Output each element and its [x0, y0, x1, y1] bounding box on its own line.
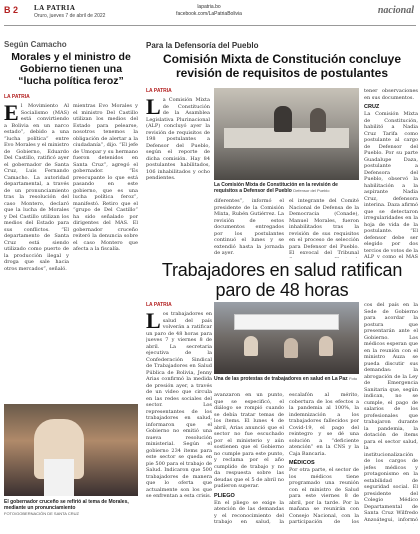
- bottom-col3-subhead: MÉDICOS: [289, 460, 315, 466]
- person-figure-3: [319, 336, 333, 356]
- left-body: [4, 103, 138, 400]
- web-info: [164, 4, 254, 18]
- bottom-photo: [214, 302, 359, 374]
- top-photo: [214, 88, 359, 180]
- left-photo: [4, 404, 138, 496]
- bottom-caption: Una de las protestas de trabajadores en salud en La Paz Foto: [214, 376, 358, 382]
- top-col5: tener observaciones en sus documentos. CRUZ La Comisión Mixta de Constitución, habilitó a Nadia Cruz Tarifa como postulante al cargo de Defensor del Pueblo. Por su parte Guadalupe Daza, postulante a Defensora del Pueblo, observó la habilitación a la aspirante Nadia Cruz, defensora interina. Daza afirmó que se detectaron irregularidades en la hoja de vida de la postulante. “El defensor debe ser elegido por dos tercios de votos de la ALP y como el MAS: [364, 88, 418, 258]
- web-url[interactable]: lapatria.bo: [197, 4, 221, 10]
- issue-date: Oruro, jueves 7 de abril de 2022: [34, 13, 106, 19]
- section-label: nacional: [377, 5, 414, 16]
- top-col1: [146, 88, 210, 182]
- person-figure: [274, 106, 292, 132]
- bottom-col1: [146, 302, 212, 533]
- top-kicker: Para la Defensoría del Pueblo: [146, 41, 259, 50]
- page-number: B 2: [4, 5, 19, 15]
- left-kicker: Según Camacho: [4, 40, 67, 49]
- facebook-url[interactable]: facebook.com/LaPatriaBolivia: [176, 11, 242, 17]
- left-body-col1: El Movimiento Al Socialismo (MAS) está convirtiendo a Bolivia en un narco estado”, debido a una “lucha política” entre Evo Morales y el ministro de Gobierno, Eduardo Del Castillo, ratificó ayer el gobernador de Santa Cruz, Luis Fernando Camacho. La autoridad departamental, a través de un pronunciamiento tras la resolución del caso Montero, declaró que la lucha de Morales y Del Castillo utilizan los medios del Estado para sus conflictos. “El departamento de Santa Cruz está siendo utilizado como puerto de la producción ilegal y droga que sale hacia otros mercados”, señaló.: [4, 103, 69, 272]
- person-figure: [244, 336, 258, 356]
- top-col4: el integrante del Comité Nacional de Defensa de la Democracia (Conade), Manuel Morales, fueron inhabilitados tras la revisión de sus requisitos en el proceso de selección para Defensor del Pueblo. El exvocal del Tribunal: [289, 198, 359, 256]
- top-col5-subhead: CRUZ: [364, 104, 380, 110]
- bottom-col2-subhead: PLIEGO: [214, 492, 235, 499]
- person-figure-2: [310, 108, 326, 132]
- bottom-col2: avanzaron en un punto, que se especificó, el diálogo se rompió cuando se debía tratar temas de los ítems. El lunes 4 de abril, Arias anunció que el sector no fue escuchado por el ministerio y aún sostienen que el Gobierno no cumple para este punto, y reclama por el año cumplido de trabajo y no da respuesta sobre las deudas que el 5 de abril no pudieron superar. PLIEGO En el pliego se exige la atención de las demandas y el reconocimiento del trabajo en salud, la: [214, 392, 284, 524]
- top-col1-text: La Comisión Mixta de Constitución de la Asamblea Legislativa Plurinacional (ALP) concluyó ayer la revisión de requisitos de 198 postulantes a Defensor del Pueblo, según el reporte de dicha comisión. Hay 84 postulantes habilitados, 106 inhabilitados y ocho pendientes.: [146, 94, 210, 181]
- top-headline: Comisión Mixta de Constitución concluye revisión de requisitos de postulantes: [162, 52, 402, 80]
- bottom-col4: cos del país en la Sede de Gobierno para acordar la postura que presentarán ante el Gobierno. Los médicos esperan que en la reunión con el ministro Auza se pueda discutir sus demandas: la abrogación de la Ley de Emergencia Sanitaria que, según indican, no se cumple, el pago de salarios de los profesionales que trabajaron durante la pandemia, la dotación de ítems para el sector salud, la institucionalización de los cargos de jefes médicos y protagonismo en la estabilidad de seguridad social. El presidente del Colegio Médico Departamental de Santa Cruz Wilfredo Anzoátegui, informó: [364, 302, 418, 523]
- left-body-col2: mientras Evo Morales y el ministro Del Castillo utilizan los medios del Estado para pelearse, nosotros tenemos la obligación de alertar a la ciudadanía”, dijo. “El jefe de Umopar y su hermano fueron detenidos en Santa Cruz”, agregó el gobernador. “Es preocupante lo que está pasando en este gobierno, que es una lucha política feroz”, manifestó. Retiro que el “grupo de Del Castillo” ha sido señalado por dirigentes del MAS. El gobernador cruceño reiteró la denuncia sobre el caso Montero que afecta a la fiscalía.: [73, 103, 138, 252]
- dropcap: L: [146, 311, 161, 333]
- bottom-headline: Trabajadores en salud ratifican paro de 48 horas: [161, 260, 403, 300]
- shirt-shape: [44, 459, 74, 496]
- dropcap: L: [146, 94, 161, 119]
- left-credit: FOTO/GOBERNACIÓN DE SANTA CRUZ: [4, 511, 79, 516]
- bottom-col1-text: Los trabajadores en salud del país volverán a ratificar un paro de 48 horas para jueves 7 y viernes 8 de abril. La secretaria ejecutiva de la Confederación Sindical de Trabajadores en Salud Pública de Bolivia, Jenny Arias confirmó la medida de presión ayer, a través de un video que circula en las redes sociales del sector. Los representantes de los trabajadores en salud, informaron que el Gobierno no emitió una nueva resolución ministerial. Según el gobierno 234 ítems para este sector se queda en pie 500 para el trabajo de Salud. Indicaron que 500 trabajadores de manera que lo oferta que actualmente son los que se enfrentan a esta crisis.: [146, 311, 212, 499]
- left-byline: LA PATRIA: [4, 94, 30, 100]
- left-caption: El gobernador cruceño se refirió al tema de Morales, mediante un pronunciamiento: [4, 499, 129, 511]
- left-headline: Morales y el ministro de Gobierno tienen una “lucha política feroz”: [11, 51, 131, 87]
- dropcap: E: [4, 103, 19, 125]
- bottom-byline: LA PATRIA: [146, 302, 172, 308]
- top-caption: La Comisión Mixta de Constitución en la revisión de requisitos a Defensor del Pueblo Defensor del Pueblo: [214, 182, 338, 194]
- top-byline: LA PATRIA: [146, 88, 172, 94]
- person-figure-2: [284, 338, 298, 358]
- protest-banner: [234, 314, 339, 330]
- left-article: [4, 40, 138, 530]
- bottom-col3: escalafón al mérito, cobertura de los efectos a la pandemia al 100%, la indemnización a los trabajadores fallecidos por Covid-19, el pago del reintegro y se dé una solución a “deficiente atención” en la CNS y la Caja Bancaria. MÉDICOS Por otra parte, el sector de los médicos tiene programado una reunión con el ministro de Salud para este viernes 8 de abril, por la tarde. Por la mañana se reunirán con Consejo Nacional, con la participación de los: [289, 392, 359, 524]
- newspaper-name: LA PATRIA: [34, 4, 76, 12]
- masthead: [4, 2, 416, 26]
- top-col3: diferentes”, informó el presidente de la Comisión Mixta, Rubén Gutiérrez. La revisión de estos documentos entregados por los postulantes continuó el lunes y se extendió hasta la jornada de ayer.: [214, 198, 284, 256]
